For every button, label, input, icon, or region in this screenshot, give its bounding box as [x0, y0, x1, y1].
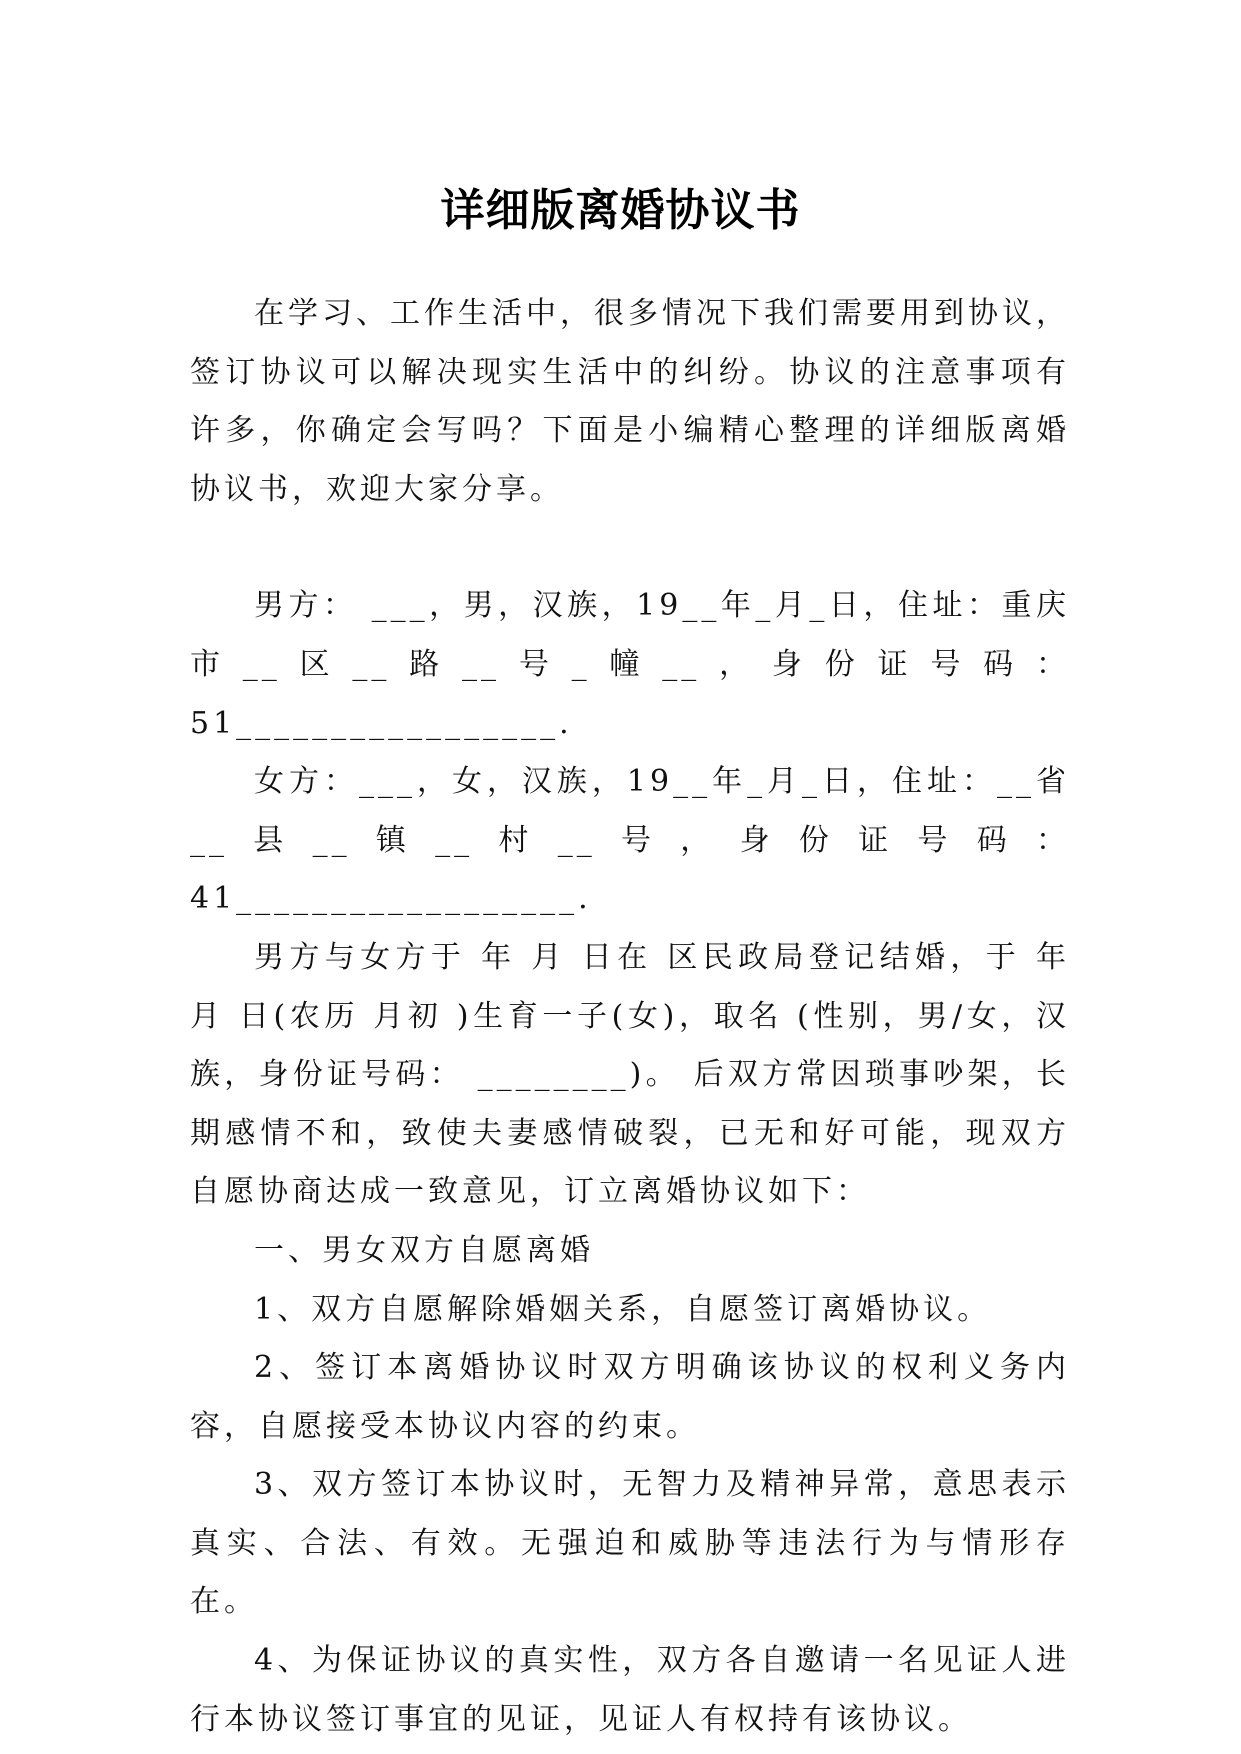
- female-party-paragraph: 女方：___，女，汉族，19__年_月_日，住址：__省__县__镇__村__号，身份证号码：41__________________.: [190, 764, 1070, 917]
- marriage-background-paragraph: 男方与女方于 年 月 日在 区民政局登记结婚，于 年 月 日(农历 月初 )生育一子(女)，取名 (性别，男/女，汉族，身份证号码： ________)。 后双方常因琐事吵架，长期感情不和，致使夫妻感情破裂，已无和好可能，现双方自愿协商达成一致意见，订立离婚协议如下：: [190, 939, 1070, 1210]
- clause-2: 2、签订本离婚协议时双方明确该协议的权利义务内容，自愿接受本协议内容的约束。: [190, 1350, 1070, 1444]
- document-title: 详细版离婚协议书: [440, 185, 801, 237]
- male-party-paragraph: 男方： ___，男，汉族，19__年_月_日，住址：重庆市__区__路__号_幢__，身份证号码：51_________________.: [190, 588, 1070, 741]
- document-body: [190, 285, 1070, 1749]
- intro-paragraph: 在学习、工作生活中，很多情况下我们需要用到协议，签订协议可以解决现实生活中的纠纷。协议的注意事项有许多，你确定会写吗？下面是小编精心整理的详细版离婚协议书，欢迎大家分享。: [190, 296, 1070, 507]
- clause-1: 1、双方自愿解除婚姻关系，自愿签订离婚协议。: [254, 1291, 992, 1327]
- clause-3: 3、双方签订本协议时，无智力及精神异常，意思表示真实、合法、有效。无强迫和威胁等违法行为与情形存在。: [190, 1467, 1070, 1620]
- section-heading-voluntary-divorce: 一、男女双方自愿离婚: [254, 1232, 594, 1268]
- clause-4: 4、为保证协议的真实性，双方各自邀请一名见证人进行本协议签订事宜的见证，见证人有权持有该协议。: [190, 1643, 1070, 1737]
